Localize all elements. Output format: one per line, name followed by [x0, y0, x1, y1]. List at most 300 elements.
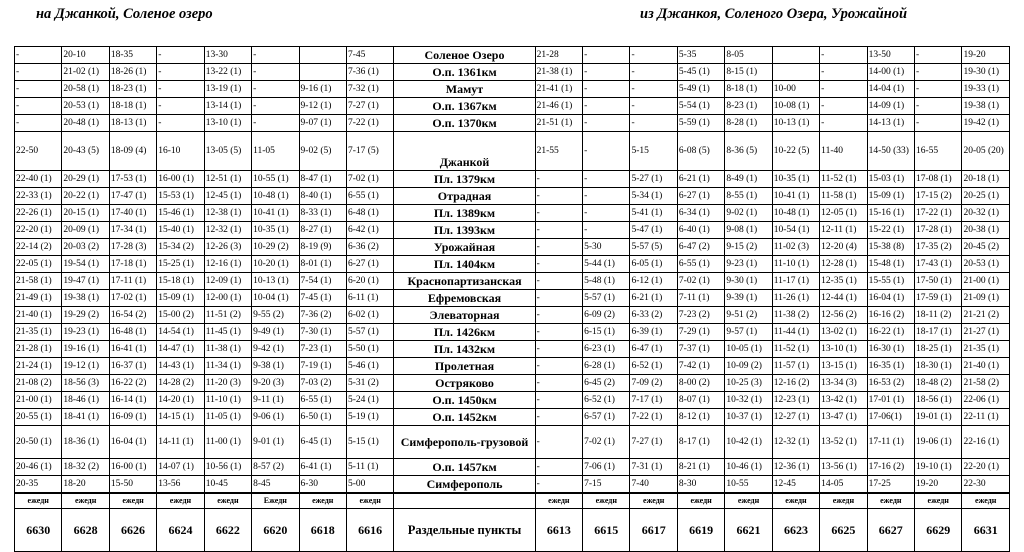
- time-cell-from-dzhankoy: 9-30 (1): [725, 273, 772, 290]
- time-cell-from-dzhankoy: 13-34 (3): [820, 375, 867, 392]
- time-cell-from-dzhankoy: 20-18 (1): [962, 171, 1010, 188]
- time-cell-from-dzhankoy: 10-13 (1): [772, 115, 819, 132]
- time-cell-to-dzhankoy: 17-28 (3): [109, 239, 156, 256]
- train-number: 6624: [157, 509, 204, 552]
- time-cell-from-dzhankoy: 18-56 (1): [915, 392, 962, 409]
- time-cell-to-dzhankoy: 12-38 (1): [204, 205, 251, 222]
- time-cell-to-dzhankoy: 8-40 (1): [299, 188, 346, 205]
- time-cell-from-dzhankoy: 7-29 (1): [677, 324, 724, 341]
- time-cell-to-dzhankoy: 16-04 (1): [109, 426, 156, 459]
- time-cell-from-dzhankoy: -: [915, 98, 962, 115]
- time-cell-from-dzhankoy: 8-17 (1): [677, 426, 724, 459]
- time-cell-from-dzhankoy: 9-57 (1): [725, 324, 772, 341]
- time-cell-from-dzhankoy: 22-20 (1): [962, 459, 1010, 476]
- time-cell-from-dzhankoy: 5-49 (1): [677, 81, 724, 98]
- station-name: О.п. 1457км: [394, 459, 535, 476]
- time-cell-from-dzhankoy: 6-27 (1): [677, 188, 724, 205]
- time-cell-to-dzhankoy: 11-38 (1): [204, 341, 251, 358]
- time-cell-to-dzhankoy: 15-25 (1): [157, 256, 204, 273]
- time-cell-to-dzhankoy: 9-38 (1): [252, 358, 299, 375]
- time-cell-to-dzhankoy: 13-19 (1): [204, 81, 251, 98]
- time-cell-from-dzhankoy: 8-05: [725, 47, 772, 64]
- frequency-label: ежедн: [630, 493, 677, 509]
- time-cell-to-dzhankoy: 10-41 (1): [252, 205, 299, 222]
- time-cell-from-dzhankoy: 19-33 (1): [962, 81, 1010, 98]
- time-cell-to-dzhankoy: 20-29 (1): [62, 171, 109, 188]
- time-cell-from-dzhankoy: 12-28 (1): [820, 256, 867, 273]
- time-cell-to-dzhankoy: 12-26 (3): [204, 239, 251, 256]
- time-cell-to-dzhankoy: 14-43 (1): [157, 358, 204, 375]
- time-cell-from-dzhankoy: -: [535, 476, 582, 494]
- time-cell-from-dzhankoy: 21-38 (1): [535, 64, 582, 81]
- time-cell-to-dzhankoy: 10-56 (1): [204, 459, 251, 476]
- time-cell-from-dzhankoy: 6-08 (5): [677, 132, 724, 171]
- time-cell-to-dzhankoy: 7-32 (1): [346, 81, 393, 98]
- time-cell-to-dzhankoy: 11-05 (1): [204, 409, 251, 426]
- table-row: [15, 239, 1010, 256]
- time-cell-from-dzhankoy: 10-48 (1): [772, 205, 819, 222]
- time-cell-to-dzhankoy: 8-33 (1): [299, 205, 346, 222]
- time-cell-to-dzhankoy: -: [252, 98, 299, 115]
- time-cell-to-dzhankoy: 15-34 (2): [157, 239, 204, 256]
- time-cell-from-dzhankoy: -: [535, 256, 582, 273]
- time-cell-to-dzhankoy: 18-26 (1): [109, 64, 156, 81]
- time-cell-from-dzhankoy: 6-47 (1): [630, 341, 677, 358]
- time-cell-from-dzhankoy: -: [915, 64, 962, 81]
- time-cell-from-dzhankoy: 21-28: [535, 47, 582, 64]
- time-cell-from-dzhankoy: 17-59 (1): [915, 290, 962, 307]
- time-cell-from-dzhankoy: 13-02 (1): [820, 324, 867, 341]
- time-cell-from-dzhankoy: 5-59 (1): [677, 115, 724, 132]
- time-cell-from-dzhankoy: 5-54 (1): [677, 98, 724, 115]
- time-cell-to-dzhankoy: -: [15, 98, 62, 115]
- time-cell-to-dzhankoy: 20-48 (1): [62, 115, 109, 132]
- frequency-label: ежедн: [204, 493, 251, 509]
- time-cell-to-dzhankoy: 7-27 (1): [346, 98, 393, 115]
- frequency-label: ежедн: [772, 493, 819, 509]
- time-cell-from-dzhankoy: -: [820, 98, 867, 115]
- time-cell-from-dzhankoy: 22-30: [962, 476, 1010, 494]
- time-cell-from-dzhankoy: 19-20: [962, 47, 1010, 64]
- time-cell-to-dzhankoy: -: [252, 81, 299, 98]
- time-cell-from-dzhankoy: 10-25 (3): [725, 375, 772, 392]
- table-row: [15, 47, 1010, 64]
- time-cell-from-dzhankoy: 13-50: [867, 47, 914, 64]
- table-row: [15, 392, 1010, 409]
- time-cell-from-dzhankoy: 20-38 (1): [962, 222, 1010, 239]
- time-cell-from-dzhankoy: -: [535, 307, 582, 324]
- table-row: [15, 81, 1010, 98]
- time-cell-to-dzhankoy: 19-23 (1): [62, 324, 109, 341]
- time-cell-to-dzhankoy: 15-18 (1): [157, 273, 204, 290]
- station-name: О.п. 1367км: [394, 98, 535, 115]
- train-number: 6615: [583, 509, 630, 552]
- time-cell-to-dzhankoy: 6-48 (1): [346, 205, 393, 222]
- time-cell-to-dzhankoy: 10-45: [204, 476, 251, 494]
- time-cell-to-dzhankoy: 14-07 (1): [157, 459, 204, 476]
- time-cell-from-dzhankoy: 12-27 (1): [772, 409, 819, 426]
- time-cell-to-dzhankoy: 10-13 (1): [252, 273, 299, 290]
- time-cell-from-dzhankoy: 18-11 (2): [915, 307, 962, 324]
- time-cell-from-dzhankoy: 14-13 (1): [867, 115, 914, 132]
- time-cell-from-dzhankoy: 7-15: [583, 476, 630, 494]
- time-cell-from-dzhankoy: 5-48 (1): [583, 273, 630, 290]
- time-cell-from-dzhankoy: 9-02 (1): [725, 205, 772, 222]
- time-cell-from-dzhankoy: -: [583, 205, 630, 222]
- time-cell-from-dzhankoy: 20-45 (2): [962, 239, 1010, 256]
- time-cell-to-dzhankoy: -: [157, 47, 204, 64]
- time-cell-from-dzhankoy: 9-15 (2): [725, 239, 772, 256]
- time-cell-from-dzhankoy: 17-08 (1): [915, 171, 962, 188]
- time-cell-from-dzhankoy: 13-42 (1): [820, 392, 867, 409]
- time-cell-from-dzhankoy: 15-09 (1): [867, 188, 914, 205]
- time-cell-from-dzhankoy: 10-35 (1): [772, 171, 819, 188]
- time-cell-from-dzhankoy: 6-45 (2): [583, 375, 630, 392]
- time-cell-to-dzhankoy: 10-20 (1): [252, 256, 299, 273]
- time-cell-from-dzhankoy: 17-28 (1): [915, 222, 962, 239]
- time-cell-from-dzhankoy: 19-20: [915, 476, 962, 494]
- time-cell-to-dzhankoy: 9-16 (1): [299, 81, 346, 98]
- frequency-label: ежедн: [962, 493, 1010, 509]
- station-name: Джанкой: [394, 132, 535, 171]
- time-cell-from-dzhankoy: 11-40: [820, 132, 867, 171]
- time-cell-to-dzhankoy: 22-33 (1): [15, 188, 62, 205]
- time-cell-from-dzhankoy: 10-37 (1): [725, 409, 772, 426]
- time-cell-from-dzhankoy: 10-08 (1): [772, 98, 819, 115]
- time-cell-from-dzhankoy: 8-36 (5): [725, 132, 772, 171]
- header-right-direction: из Джанкоя, Соленого Озера, Урожайной: [640, 6, 908, 22]
- time-cell-to-dzhankoy: 18-46 (1): [62, 392, 109, 409]
- time-cell-to-dzhankoy: 17-40 (1): [109, 205, 156, 222]
- time-cell-from-dzhankoy: 20-05 (20): [962, 132, 1010, 171]
- time-cell-from-dzhankoy: -: [630, 98, 677, 115]
- time-cell-to-dzhankoy: -: [15, 115, 62, 132]
- time-cell-to-dzhankoy: 7-45 (1): [299, 290, 346, 307]
- time-cell-to-dzhankoy: 15-09 (1): [157, 290, 204, 307]
- time-cell-to-dzhankoy: 6-41 (1): [299, 459, 346, 476]
- time-cell-from-dzhankoy: 6-21 (1): [630, 290, 677, 307]
- time-cell-to-dzhankoy: 22-14 (2): [15, 239, 62, 256]
- time-cell-to-dzhankoy: 9-42 (1): [252, 341, 299, 358]
- time-cell-to-dzhankoy: 6-27 (1): [346, 256, 393, 273]
- time-cell-from-dzhankoy: 21-27 (1): [962, 324, 1010, 341]
- time-cell-to-dzhankoy: 12-09 (1): [204, 273, 251, 290]
- time-cell-to-dzhankoy: 20-58 (1): [62, 81, 109, 98]
- time-cell-from-dzhankoy: -: [820, 47, 867, 64]
- time-cell-from-dzhankoy: 9-39 (1): [725, 290, 772, 307]
- time-cell-to-dzhankoy: 18-18 (1): [109, 98, 156, 115]
- time-cell-to-dzhankoy: 9-11 (1): [252, 392, 299, 409]
- time-cell-from-dzhankoy: 16-35 (1): [867, 358, 914, 375]
- train-number: 6622: [204, 509, 251, 552]
- time-cell-to-dzhankoy: 20-35: [15, 476, 62, 494]
- time-cell-from-dzhankoy: 15-48 (1): [867, 256, 914, 273]
- time-cell-from-dzhankoy: 11-38 (2): [772, 307, 819, 324]
- time-cell-from-dzhankoy: -: [583, 115, 630, 132]
- time-cell-from-dzhankoy: 18-25 (1): [915, 341, 962, 358]
- station-name: Пролетная: [394, 358, 535, 375]
- time-cell-to-dzhankoy: 21-24 (1): [15, 358, 62, 375]
- time-cell-from-dzhankoy: 8-49 (1): [725, 171, 772, 188]
- train-number: 6621: [725, 509, 772, 552]
- time-cell-from-dzhankoy: 12-20 (4): [820, 239, 867, 256]
- time-cell-to-dzhankoy: 15-53 (1): [157, 188, 204, 205]
- time-cell-from-dzhankoy: 8-18 (1): [725, 81, 772, 98]
- time-cell-from-dzhankoy: 12-16 (2): [772, 375, 819, 392]
- time-cell-to-dzhankoy: 18-36 (1): [62, 426, 109, 459]
- time-cell-from-dzhankoy: -: [535, 459, 582, 476]
- time-cell-to-dzhankoy: 17-02 (1): [109, 290, 156, 307]
- time-cell-from-dzhankoy: 14-09 (1): [867, 98, 914, 115]
- time-cell-to-dzhankoy: 11-00 (1): [204, 426, 251, 459]
- time-cell-to-dzhankoy: 15-40 (1): [157, 222, 204, 239]
- frequency-label: ежедн: [15, 493, 62, 509]
- time-cell-from-dzhankoy: 15-38 (8): [867, 239, 914, 256]
- time-cell-from-dzhankoy: 20-32 (1): [962, 205, 1010, 222]
- time-cell-to-dzhankoy: 20-15 (1): [62, 205, 109, 222]
- time-cell-from-dzhankoy: 19-30 (1): [962, 64, 1010, 81]
- time-cell-to-dzhankoy: 6-30: [299, 476, 346, 494]
- table-row: [15, 115, 1010, 132]
- time-cell-from-dzhankoy: 21-55: [535, 132, 582, 171]
- time-cell-to-dzhankoy: 15-46 (1): [157, 205, 204, 222]
- time-cell-from-dzhankoy: 9-51 (2): [725, 307, 772, 324]
- time-cell-from-dzhankoy: 9-23 (1): [725, 256, 772, 273]
- station-name: Отрадная: [394, 188, 535, 205]
- time-cell-to-dzhankoy: 21-00 (1): [15, 392, 62, 409]
- time-cell-from-dzhankoy: 12-44 (1): [820, 290, 867, 307]
- frequency-label: ежедн: [346, 493, 393, 509]
- time-cell-to-dzhankoy: 7-02 (1): [346, 171, 393, 188]
- table-row: [15, 171, 1010, 188]
- time-cell-from-dzhankoy: -: [535, 426, 582, 459]
- time-cell-from-dzhankoy: -: [535, 324, 582, 341]
- time-cell-to-dzhankoy: 15-00 (2): [157, 307, 204, 324]
- time-cell-from-dzhankoy: 21-21 (2): [962, 307, 1010, 324]
- time-cell-from-dzhankoy: 12-36 (1): [772, 459, 819, 476]
- table-row: [15, 307, 1010, 324]
- time-cell-from-dzhankoy: 21-00 (1): [962, 273, 1010, 290]
- time-cell-from-dzhankoy: 15-16 (1): [867, 205, 914, 222]
- time-cell-to-dzhankoy: 5-46 (1): [346, 358, 393, 375]
- time-cell-to-dzhankoy: 13-10 (1): [204, 115, 251, 132]
- station-name: Пл. 1379км: [394, 171, 535, 188]
- time-cell-from-dzhankoy: 13-56 (1): [820, 459, 867, 476]
- time-cell-from-dzhankoy: 18-48 (2): [915, 375, 962, 392]
- train-number: 6625: [820, 509, 867, 552]
- time-cell-from-dzhankoy: 6-52 (1): [583, 392, 630, 409]
- time-cell-to-dzhankoy: 7-23 (1): [299, 341, 346, 358]
- time-cell-to-dzhankoy: 16-37 (1): [109, 358, 156, 375]
- time-cell-to-dzhankoy: 7-19 (1): [299, 358, 346, 375]
- time-cell-to-dzhankoy: 7-17 (5): [346, 132, 393, 171]
- time-cell-to-dzhankoy: 7-36 (2): [299, 307, 346, 324]
- frequency-label: ежедн: [299, 493, 346, 509]
- time-cell-from-dzhankoy: -: [915, 115, 962, 132]
- train-number: 6626: [109, 509, 156, 552]
- time-cell-from-dzhankoy: 15-55 (1): [867, 273, 914, 290]
- time-cell-to-dzhankoy: 6-02 (1): [346, 307, 393, 324]
- time-cell-to-dzhankoy: 22-20 (1): [15, 222, 62, 239]
- time-cell-to-dzhankoy: 16-00 (1): [157, 171, 204, 188]
- time-cell-to-dzhankoy: 20-50 (1): [15, 426, 62, 459]
- time-cell-from-dzhankoy: 21-41 (1): [535, 81, 582, 98]
- daily-row: [15, 493, 1010, 509]
- time-cell-from-dzhankoy: 17-16 (2): [867, 459, 914, 476]
- time-cell-to-dzhankoy: 10-48 (1): [252, 188, 299, 205]
- time-cell-from-dzhankoy: 15-22 (1): [867, 222, 914, 239]
- time-cell-from-dzhankoy: 10-09 (2): [725, 358, 772, 375]
- time-cell-from-dzhankoy: 17-06(1): [867, 409, 914, 426]
- time-cell-to-dzhankoy: 14-28 (2): [157, 375, 204, 392]
- time-cell-from-dzhankoy: 11-52 (1): [772, 341, 819, 358]
- time-cell-to-dzhankoy: 16-10: [157, 132, 204, 171]
- time-cell-from-dzhankoy: 12-35 (1): [820, 273, 867, 290]
- table-row: [15, 358, 1010, 375]
- time-cell-from-dzhankoy: 10-22 (5): [772, 132, 819, 171]
- time-cell-from-dzhankoy: 17-11 (1): [867, 426, 914, 459]
- time-cell-to-dzhankoy: 9-02 (5): [299, 132, 346, 171]
- time-cell-to-dzhankoy: 5-15 (1): [346, 426, 393, 459]
- time-cell-to-dzhankoy: 16-54 (2): [109, 307, 156, 324]
- time-cell-to-dzhankoy: -: [252, 115, 299, 132]
- station-name: Пл. 1426км: [394, 324, 535, 341]
- time-cell-from-dzhankoy: 11-10 (1): [772, 256, 819, 273]
- time-cell-to-dzhankoy: 16-48 (1): [109, 324, 156, 341]
- time-cell-from-dzhankoy: -: [535, 205, 582, 222]
- train-number: 6630: [15, 509, 62, 552]
- time-cell-from-dzhankoy: 6-47 (2): [677, 239, 724, 256]
- table-row: [15, 64, 1010, 81]
- time-cell-to-dzhankoy: 16-09 (1): [109, 409, 156, 426]
- time-cell-to-dzhankoy: 6-45 (1): [299, 426, 346, 459]
- time-cell-to-dzhankoy: -: [157, 81, 204, 98]
- table-row: [15, 273, 1010, 290]
- time-cell-to-dzhankoy: 7-30 (1): [299, 324, 346, 341]
- time-cell-from-dzhankoy: 19-38 (1): [962, 98, 1010, 115]
- time-cell-from-dzhankoy: 16-04 (1): [867, 290, 914, 307]
- train-number: 6617: [630, 509, 677, 552]
- time-cell-from-dzhankoy: 10-05 (1): [725, 341, 772, 358]
- time-cell-from-dzhankoy: 6-12 (1): [630, 273, 677, 290]
- time-cell-to-dzhankoy: 9-49 (1): [252, 324, 299, 341]
- time-cell-from-dzhankoy: 7-09 (2): [630, 375, 677, 392]
- time-cell-to-dzhankoy: 17-18 (1): [109, 256, 156, 273]
- time-cell-to-dzhankoy: 21-02 (1): [62, 64, 109, 81]
- time-cell-from-dzhankoy: 18-17 (1): [915, 324, 962, 341]
- time-cell-to-dzhankoy: 22-40 (1): [15, 171, 62, 188]
- time-cell-from-dzhankoy: 5-57 (1): [583, 290, 630, 307]
- time-cell-to-dzhankoy: 20-09 (1): [62, 222, 109, 239]
- time-cell-from-dzhankoy: 16-55: [915, 132, 962, 171]
- train-number: 6627: [867, 509, 914, 552]
- time-cell-from-dzhankoy: -: [535, 392, 582, 409]
- time-cell-from-dzhankoy: 12-23 (1): [772, 392, 819, 409]
- time-cell-to-dzhankoy: 12-45 (1): [204, 188, 251, 205]
- time-cell-to-dzhankoy: [299, 64, 346, 81]
- time-cell-from-dzhankoy: 19-42 (1): [962, 115, 1010, 132]
- time-cell-to-dzhankoy: 9-55 (2): [252, 307, 299, 324]
- time-cell-from-dzhankoy: 12-05 (1): [820, 205, 867, 222]
- time-cell-to-dzhankoy: 5-19 (1): [346, 409, 393, 426]
- time-cell-to-dzhankoy: 20-55 (1): [15, 409, 62, 426]
- time-cell-from-dzhankoy: -: [535, 341, 582, 358]
- time-cell-to-dzhankoy: -: [157, 64, 204, 81]
- time-cell-to-dzhankoy: 12-16 (1): [204, 256, 251, 273]
- time-cell-to-dzhankoy: 6-55 (1): [346, 188, 393, 205]
- time-cell-to-dzhankoy: 20-03 (2): [62, 239, 109, 256]
- time-cell-from-dzhankoy: 11-44 (1): [772, 324, 819, 341]
- time-cell-from-dzhankoy: 14-04 (1): [867, 81, 914, 98]
- time-cell-to-dzhankoy: 22-05 (1): [15, 256, 62, 273]
- time-cell-to-dzhankoy: 18-13 (1): [109, 115, 156, 132]
- station-name: О.п. 1452км: [394, 409, 535, 426]
- time-cell-to-dzhankoy: 18-09 (4): [109, 132, 156, 171]
- time-cell-from-dzhankoy: 7-06 (1): [583, 459, 630, 476]
- time-cell-to-dzhankoy: 21-28 (1): [15, 341, 62, 358]
- time-cell-to-dzhankoy: 11-10 (1): [204, 392, 251, 409]
- time-cell-from-dzhankoy: -: [583, 81, 630, 98]
- time-cell-to-dzhankoy: 19-12 (1): [62, 358, 109, 375]
- time-cell-to-dzhankoy: 9-20 (3): [252, 375, 299, 392]
- time-cell-from-dzhankoy: 17-22 (1): [915, 205, 962, 222]
- station-name: Элеваторная: [394, 307, 535, 324]
- time-cell-to-dzhankoy: 11-34 (1): [204, 358, 251, 375]
- time-cell-from-dzhankoy: 10-46 (1): [725, 459, 772, 476]
- time-cell-to-dzhankoy: 14-20 (1): [157, 392, 204, 409]
- time-cell-from-dzhankoy: 21-58 (2): [962, 375, 1010, 392]
- train-number: 6623: [772, 509, 819, 552]
- time-cell-from-dzhankoy: 17-25: [867, 476, 914, 494]
- time-cell-from-dzhankoy: 7-11 (1): [677, 290, 724, 307]
- station-name: Симферополь-грузовой: [394, 426, 535, 459]
- time-cell-to-dzhankoy: 21-40 (1): [15, 307, 62, 324]
- time-cell-to-dzhankoy: 17-53 (1): [109, 171, 156, 188]
- station-name: Симферополь: [394, 476, 535, 494]
- table-row: [15, 98, 1010, 115]
- frequency-label: ежедн: [62, 493, 109, 509]
- time-cell-to-dzhankoy: 18-23 (1): [109, 81, 156, 98]
- time-cell-from-dzhankoy: 7-37 (1): [677, 341, 724, 358]
- time-cell-to-dzhankoy: 7-22 (1): [346, 115, 393, 132]
- time-cell-from-dzhankoy: 5-45 (1): [677, 64, 724, 81]
- time-cell-to-dzhankoy: 9-12 (1): [299, 98, 346, 115]
- time-cell-to-dzhankoy: 19-47 (1): [62, 273, 109, 290]
- time-cell-from-dzhankoy: 5-44 (1): [583, 256, 630, 273]
- time-cell-from-dzhankoy: -: [915, 47, 962, 64]
- train-number: 6619: [677, 509, 724, 552]
- time-cell-from-dzhankoy: -: [820, 81, 867, 98]
- time-cell-from-dzhankoy: 12-56 (2): [820, 307, 867, 324]
- time-cell-from-dzhankoy: 7-42 (1): [677, 358, 724, 375]
- time-cell-from-dzhankoy: -: [630, 64, 677, 81]
- time-cell-from-dzhankoy: -: [630, 81, 677, 98]
- time-cell-from-dzhankoy: 21-40 (1): [962, 358, 1010, 375]
- time-cell-from-dzhankoy: 13-52 (1): [820, 426, 867, 459]
- header-left-direction: на Джанкой, Соленое озеро: [36, 6, 213, 22]
- time-cell-to-dzhankoy: 10-35 (1): [252, 222, 299, 239]
- time-cell-from-dzhankoy: 8-07 (1): [677, 392, 724, 409]
- time-cell-to-dzhankoy: 6-55 (1): [299, 392, 346, 409]
- time-cell-to-dzhankoy: 19-38 (1): [62, 290, 109, 307]
- table-row: [15, 290, 1010, 307]
- time-cell-to-dzhankoy: 13-56: [157, 476, 204, 494]
- time-cell-from-dzhankoy: 11-26 (1): [772, 290, 819, 307]
- time-cell-from-dzhankoy: 7-02 (1): [583, 426, 630, 459]
- time-cell-from-dzhankoy: 6-33 (2): [630, 307, 677, 324]
- table-row: [15, 324, 1010, 341]
- time-cell-to-dzhankoy: 9-07 (1): [299, 115, 346, 132]
